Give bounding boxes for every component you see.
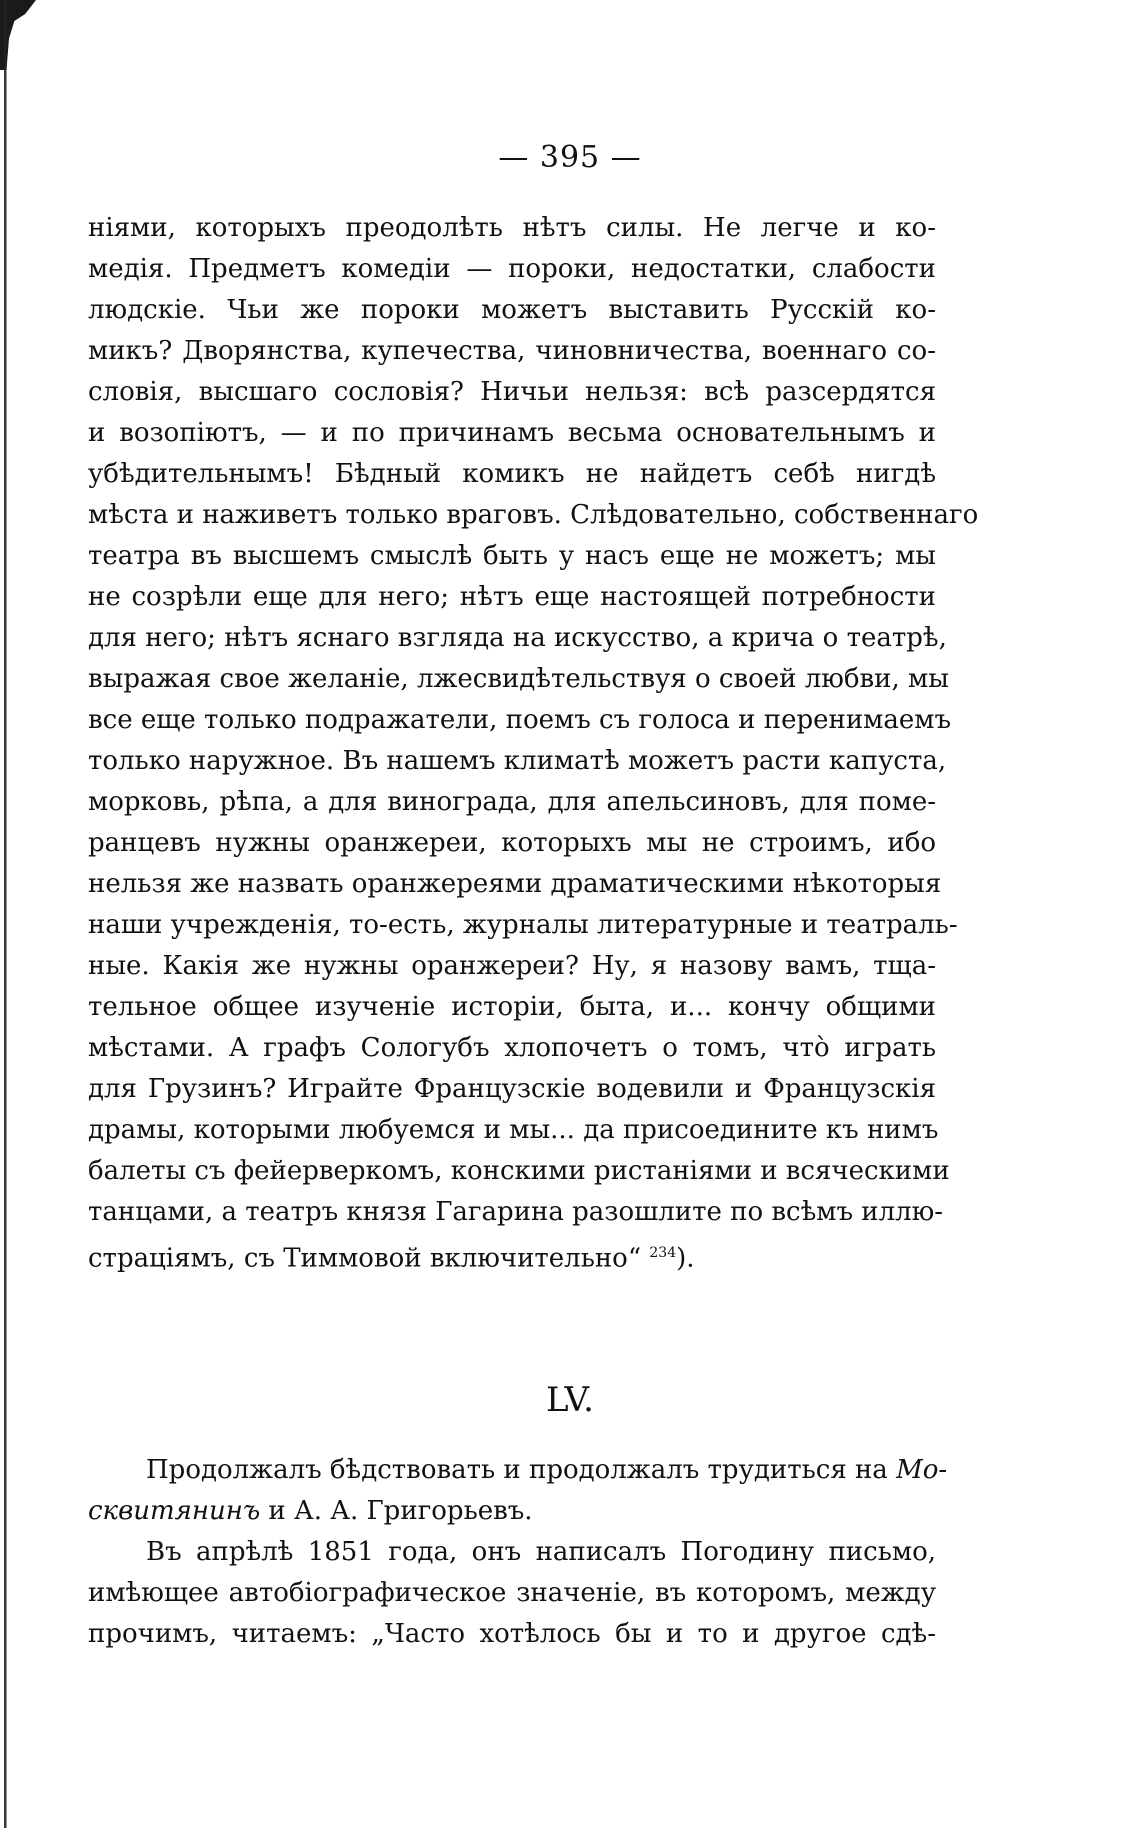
text-line: не созрѣли еще для него; нѣтъ еще настоящей потребности (88, 582, 936, 612)
text-line: медія. Предметъ комедіи — пороки, недостатки, слабости (88, 254, 936, 284)
text-line: тельное общее изученіе исторіи, быта, и... кончу общими (88, 992, 936, 1022)
text-line: людскіе. Чьи же пороки можетъ выставить Русскій ко- (88, 295, 936, 325)
text-line: балеты съ фейерверкомъ, конскими ристаніями и всяческими (88, 1156, 950, 1186)
text-line: театра въ высшемъ смыслѣ быть у насъ еще не можетъ; мы (88, 541, 936, 571)
para1-line2-rest: и А. А. Григорьевъ. (260, 1496, 533, 1526)
paragraph-2-line: имѣющее автобіографическое значеніе, въ которомъ, между (88, 1578, 936, 1608)
text-line: выражая свое желаніе, лжесвидѣтельствуя о своей любви, мы (88, 664, 949, 694)
text-line-last-content: страціямъ, съ Тиммовой включительно“ (88, 1243, 642, 1274)
text-line: нельзя же назвать оранжереями драматическими нѣкоторыя (88, 869, 942, 899)
para1-line1-start: Продолжалъ бѣдствовать и продолжалъ трудиться на (146, 1455, 897, 1485)
para1-line1-italic: Мо- (896, 1455, 948, 1485)
text-line: ніями, которыхъ преодолѣть нѣтъ силы. Не легче и ко- (88, 213, 936, 243)
main-text-block (88, 208, 979, 1274)
text-line: ные. Какія же нужны оранжереи? Ну, я назову вамъ, тща- (88, 951, 936, 981)
text-line: морковь, рѣпа, а для винограда, для апельсиновъ, для поме- (88, 787, 936, 817)
text-line: мѣста и наживетъ только враговъ. Слѣдовательно, собственнаго (88, 500, 979, 530)
text-line: для него; нѣтъ яснаго взгляда на искусство, а крича о театрѣ, (88, 623, 947, 653)
page-number: — 395 — (498, 140, 642, 175)
section-text-block (88, 1450, 948, 1655)
paragraph-2-line: Въ апрѣлѣ 1851 года, онъ написалъ Погодину письмо, (146, 1537, 936, 1567)
text-line: словія, высшаго сословія? Ничьи нельзя: всѣ разсердятся (88, 377, 936, 407)
paragraph-1-line-1 (88, 1450, 948, 1491)
footnote-reference: 234 (649, 1245, 677, 1261)
text-line: убѣдительнымъ! Бѣдный комикъ не найдетъ себѣ нигдѣ (88, 459, 936, 489)
text-line: для Грузинъ? Играйте Французскіе водевили и Французскія (88, 1074, 936, 1104)
text-line: микъ? Дворянства, купечества, чиновничества, военнаго со- (88, 336, 936, 366)
scan-left-edge (4, 0, 9, 1828)
text-line: наши учрежденія, то-есть, журналы литературные и театраль- (88, 910, 958, 940)
text-line: ранцевъ нужны оранжереи, которыхъ мы не строимъ, ибо (88, 828, 936, 858)
paragraph-2-line: прочимъ, читаемъ: „Часто хотѣлось бы и то и другое сдѣ- (88, 1619, 936, 1649)
text-line-last (88, 1233, 936, 1274)
journal-title: сквитянинъ (88, 1496, 261, 1526)
section-heading: LV. (546, 1380, 594, 1420)
text-line: все еще только подражатели, поемъ съ голоса и перенимаемъ (88, 705, 952, 735)
text-line: мѣстами. А графъ Сологубъ хлопочетъ о томъ, что̀ играть (88, 1033, 936, 1063)
text-line: танцами, а театръ князя Гагарина разошлите по всѣмъ иллю- (88, 1197, 944, 1227)
text-line: только наружное. Въ нашемъ климатѣ можетъ расти капуста, (88, 746, 947, 776)
footnote-close: ). (676, 1243, 695, 1274)
paragraph-1-line-2 (88, 1491, 936, 1532)
text-line: и возопіютъ, — и по причинамъ весьма основательнымъ и (88, 418, 936, 448)
text-line: драмы, которыми любуемся и мы... да присоедините къ нимъ (88, 1115, 939, 1145)
